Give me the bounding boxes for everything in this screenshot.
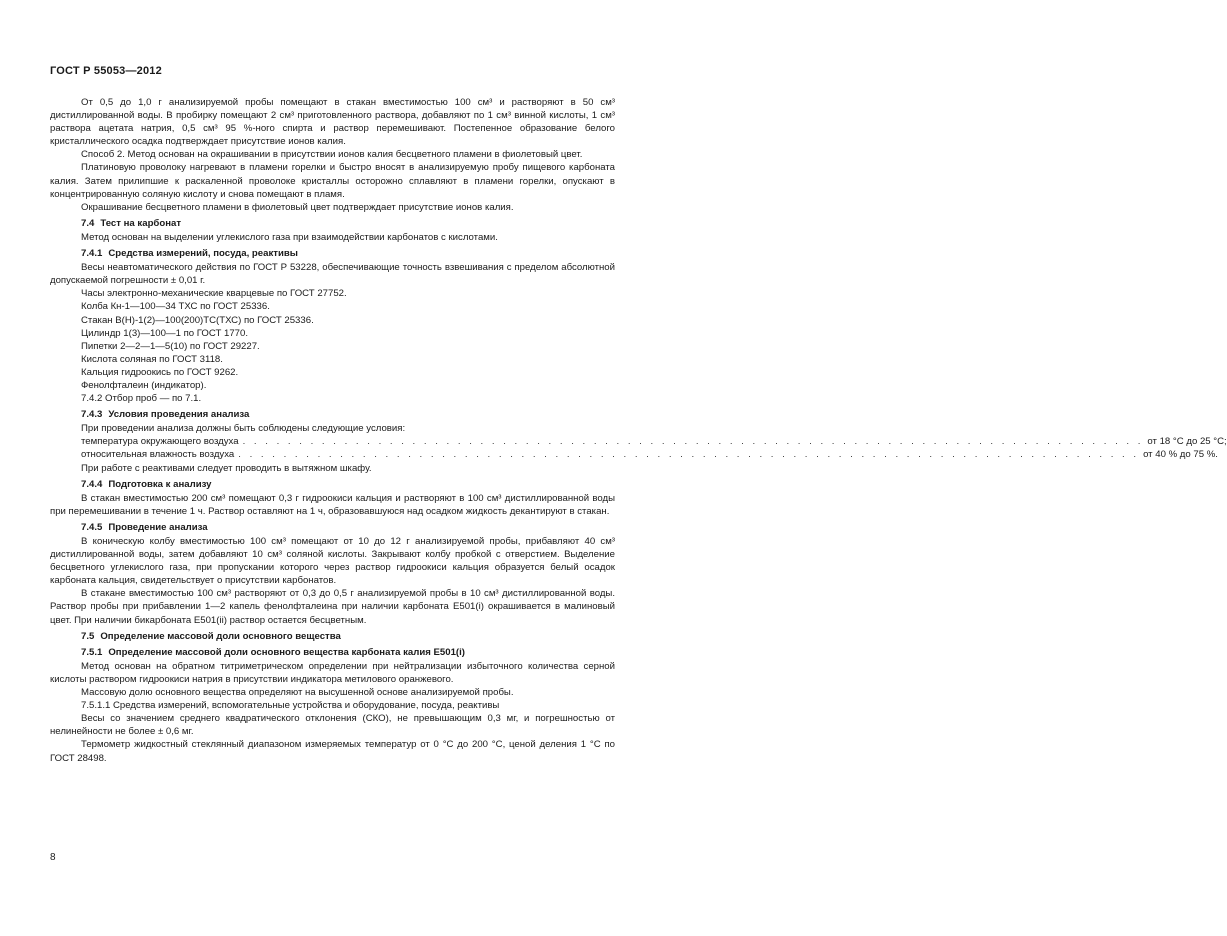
section-title: Определение массовой доли основного вещества карбоната калия Е501(i)	[108, 646, 465, 658]
paragraph: В коническую колбу вместимостью 100 см³ помещают от 10 до 12 г анализируемой пробы, прибавляют 40 см³ дистиллированной воды, затем добавляют 10 см³ соляной кислоты. Закрывают колбу пробкой с отверстием. Выделение бесцветного углекислого газа, при пропускании которого через раствор гидроокиси кальция образуется белый осадок карбоната кальция, свидетельствует о присутствии карбонатов.	[50, 536, 615, 587]
paragraph: От 0,5 до 1,0 г анализируемой пробы помещают в стакан вместимостью 100 см³ и растворяют в 50 см³ дистиллированной воды. В пробирку помещают 2 см³ приготовленного раствора, добавляют по 1 см³ винной кислоты, 1 см³ раствора ацетата натрия, 0,5 см³ 95 %-ного спирта и раствор перемешивают. Постепенное образование белого кристаллического осадка подтверждает присутствие ионов калия.	[50, 97, 615, 148]
list-item: Кальция гидроокись по ГОСТ 9262.	[81, 366, 239, 378]
condition-row	[50, 448, 1218, 461]
section-heading	[50, 408, 615, 421]
list-item: Кислота соляная по ГОСТ 3118.	[81, 353, 223, 365]
section-number: 7.5	[81, 630, 95, 642]
list-item: Часы электронно-механические кварцевые по ГОСТ 27752.	[81, 288, 347, 300]
section-title: Определение массовой доли основного вещества	[100, 630, 341, 642]
list-item: 7.4.2 Отбор проб — по 7.1.	[81, 393, 202, 405]
page-header-standard-number: ГОСТ Р 55053—2012	[50, 65, 162, 77]
section-title: Подготовка к анализу	[108, 478, 212, 490]
section-number: 7.4.5	[81, 521, 103, 533]
list-item: Фенолфталеин (индикатор).	[81, 379, 207, 391]
paragraph: Метод основан на выделении углекислого газа при взаимодействии карбонатов с кислотами.	[81, 231, 498, 243]
paragraph: Метод основан на обратном титриметрическом определении при нейтрализации избыточного количества серной кислоты раствором гидроокиси натрия в присутствии индикатора метилового оранжевого.	[50, 660, 615, 685]
paragraph: Окрашивание бесцветного пламени в фиолетовый цвет подтверждает присутствие ионов калия.	[81, 201, 514, 213]
section-title: Средства измерений, посуда, реактивы	[108, 248, 298, 260]
condition-label: относительная влажность воздуха	[81, 449, 235, 461]
section-number: 7.4	[81, 217, 95, 229]
list-item: Пипетки 2—2—1—5(10) по ГОСТ 29227.	[81, 340, 260, 352]
section-title: Проведение анализа	[108, 521, 208, 533]
page-body	[50, 96, 1227, 765]
list-item: Цилиндр 1(3)—100—1 по ГОСТ 1770.	[81, 327, 249, 339]
condition-value: от 40 % до 75 %.	[1143, 449, 1218, 461]
paragraph: В стакан вместимостью 200 см³ помещают 0,3 г гидроокиси кальция и растворяют в 100 см³ дистиллированной воды при перемешивании в течение 1 ч. Раствор оставляют на 1 ч, образовавшуюся над осадком жидкость декантируют в стакан.	[50, 492, 615, 517]
list-item: Колба Кн-1—100—34 ТХС по ГОСТ 25336.	[81, 301, 270, 313]
section-heading	[50, 247, 615, 260]
list-item: Стакан В(Н)-1(2)—100(200)ТС(ТХС) по ГОСТ 25336.	[81, 314, 314, 326]
page-number: 8	[50, 852, 56, 863]
paragraph: В стакане вместимостью 100 см³ растворяют от 0,3 до 0,5 г анализируемой пробы в 10 см³ дистиллированной воды. Раствор пробы при прибавлении 1—2 капель фенолфталеина при наличии карбоната Е501(i) окрашивается в малиновый цвет. При наличии бикарбоната Е501(ii) раствор остается бесцветным.	[50, 588, 615, 626]
section-number: 7.4.4	[81, 478, 103, 490]
list-item: При проведении анализа должны быть соблюдены следующие условия:	[81, 423, 406, 435]
paragraph: Весы со значением среднего квадратического отклонения (СКО), не превышающим 0,3 мг, и погрешностью от нелинейности не более ± 0,6 мг.	[50, 713, 615, 738]
list-item: 7.5.1.1 Средства измерений, вспомогательные устройства и оборудование, посуда, реактивы	[81, 700, 500, 712]
condition-row	[50, 435, 1227, 448]
section-heading	[50, 217, 615, 230]
condition-label: температура окружающего воздуха	[81, 436, 239, 448]
paragraph: Весы неавтоматического действия по ГОСТ Р 53228, обеспечивающие точность взвешивания с пределом абсолютной допускаемой погрешности ± 0,01 г.	[50, 262, 615, 287]
section-heading	[50, 521, 615, 534]
section-heading	[50, 646, 615, 659]
section-title: Условия проведения анализа	[108, 409, 250, 421]
paragraph: Платиновую проволоку нагревают в пламени горелки и быстро вносят в анализируемую пробу пищевого карбоната калия. Затем прилипшие к раскаленной проволоке кристаллы осторожно сплавляют в пламени горелки, опускают в концентрированную соляную кислоту и снова помещают в пламя.	[50, 162, 615, 200]
paragraph: Массовую долю основного вещества определяют на высушенной основе анализируемой пробы.	[81, 687, 514, 699]
dot-leader: . . . . . . . . . . . . . . . . . . . . . . . . . . . . . . . . . . . . . . . . . . . . . . . . . . . . . . . . . . . . . . . . . . . . . . . . . . . . . . . .	[242, 436, 1144, 448]
section-number: 7.4.1	[81, 248, 103, 260]
condition-value: от 18 °С до 25 °С;	[1147, 436, 1227, 448]
section-heading	[50, 478, 615, 491]
section-heading	[50, 630, 615, 643]
section-number: 7.5.1	[81, 646, 103, 658]
section-title: Тест на карбонат	[100, 217, 182, 229]
paragraph: Способ 2. Метод основан на окрашивании в присутствии ионов калия бесцветного пламени в фиолетовый цвет.	[81, 149, 583, 161]
section-number: 7.4.3	[81, 409, 103, 421]
paragraph: Термометр жидкостный стеклянный диапазоном измеряемых температур от 0 °С до 200 °С, ценой деления 1 °С по ГОСТ 28498.	[50, 739, 615, 764]
dot-leader: . . . . . . . . . . . . . . . . . . . . . . . . . . . . . . . . . . . . . . . . . . . . . . . . . . . . . . . . . . . . . . . . . . . . . . . . . . . . . . . .	[238, 449, 1140, 461]
list-item: При работе с реактивами следует проводить в вытяжном шкафу.	[81, 462, 372, 474]
